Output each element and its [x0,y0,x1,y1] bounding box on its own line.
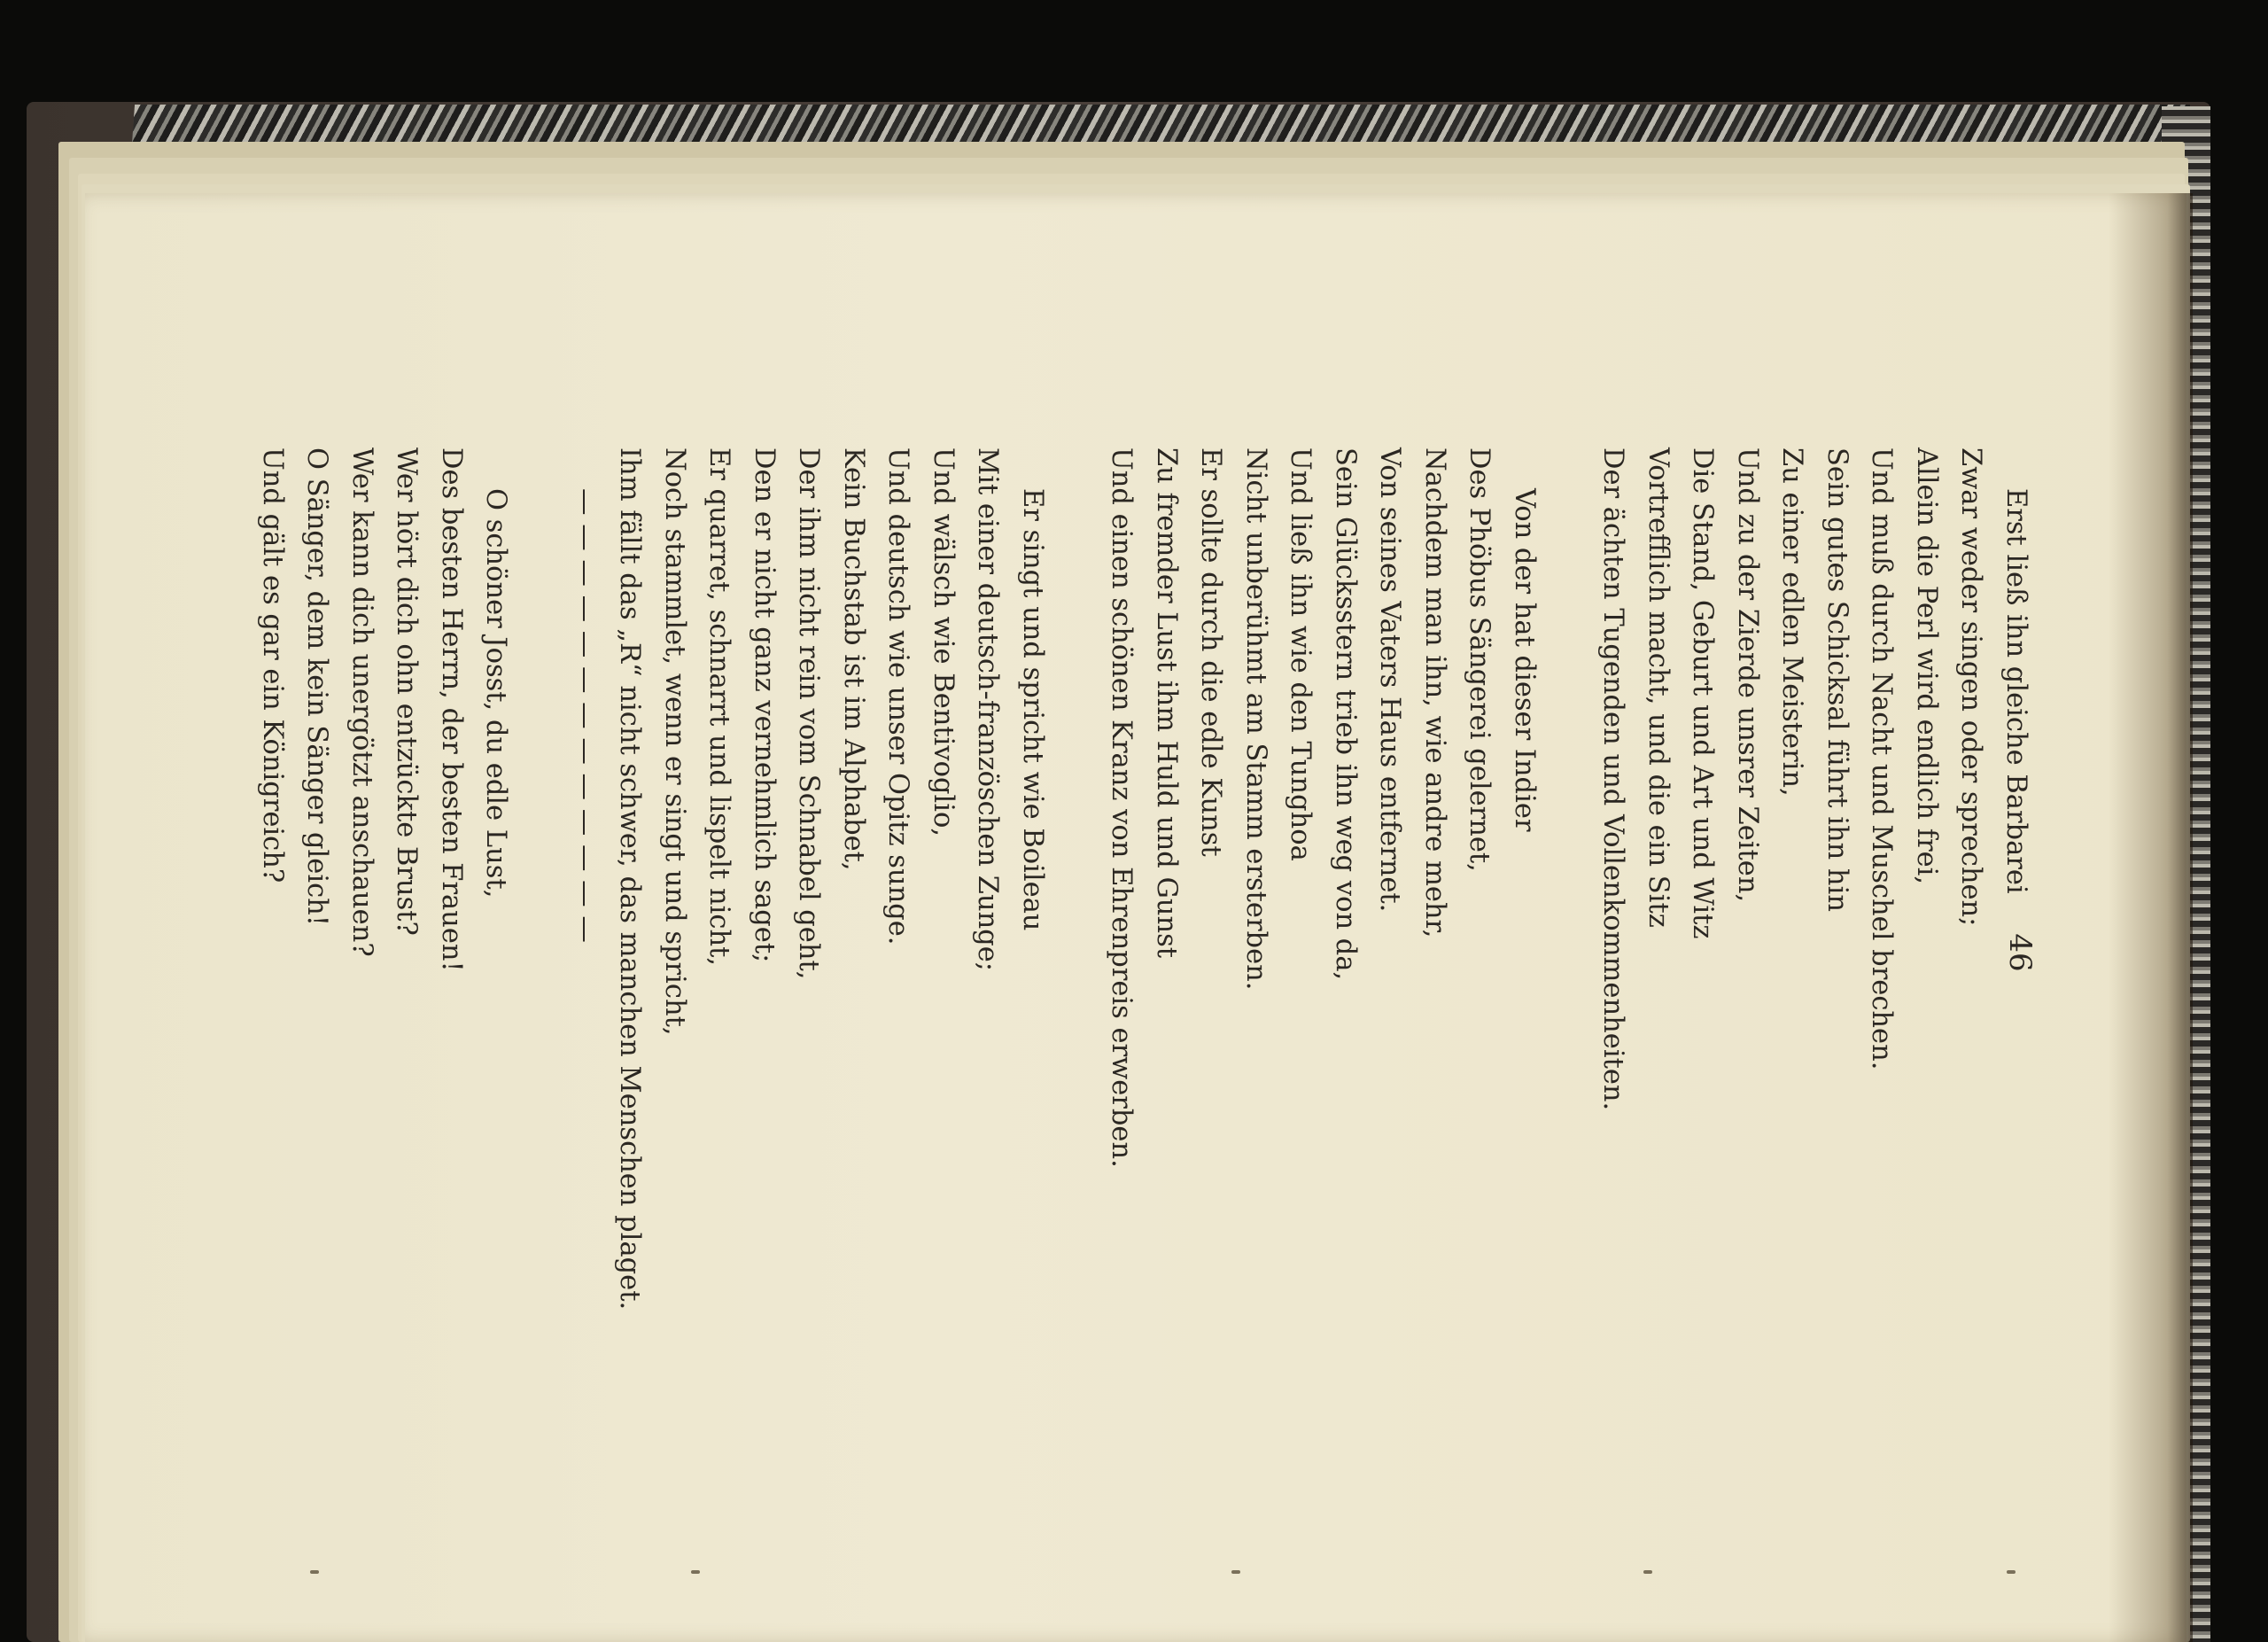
poem-line: Die Stand, Geburt und Art und Witz [1687,447,1719,939]
poem-line: O Sänger, dem kein Sänger gleich! [301,447,333,927]
stanza-gap [1054,447,1099,1533]
poem-line: Wer hört dich ohn entzückte Brust? [391,447,423,936]
poem-line: Der ihm nicht rein vom Schnabel geht, [793,447,825,980]
poem-line: Zu fremder Lust ihm Huld und Gunst [1151,447,1182,959]
poem-line: Nachdem man ihn, wie andre mehr, [1419,447,1450,938]
binding-stitch [691,1570,700,1574]
stanza-2 [1099,447,1546,1533]
poem-line: Sein Glücksstern trieb ihn weg von da, [1330,447,1361,981]
binding-stitch [310,1570,319,1574]
page-number: 46 [2002,933,2038,972]
poem-line: Zwar weder singen oder sprechen; [1955,447,1987,927]
poem-text-block [250,447,2039,1533]
poem-line: O schöner Josst, du edle Lust, [480,488,512,899]
poem-line: Und zu der Zierde unsrer Zeiten, [1732,447,1763,903]
poem-line: Kein Buchstab ist im Alphabet, [838,447,869,871]
binding-stitch [2007,1570,2016,1574]
stanza-3 [563,447,1055,1533]
stanza-4 [250,447,518,1533]
poem-line: Nicht unberühmt am Stamm ersterben. [1240,447,1271,991]
poem-line: Und wälsch wie Bentivoglio, [928,447,959,837]
binding-stitch [1231,1570,1240,1574]
poem-line: Zu einer edlen Meisterin, [1776,447,1808,797]
poem-line: Und einen schönen Kranz von Ehrenpreis erwerben. [1106,447,1138,1168]
poem-line: Allein die Perl wird endlich frei, [1911,447,1942,885]
stanza-1 [1590,447,2038,1533]
stanza-gap [518,447,563,1533]
poem-line: Des besten Herrn, der besten Frauen! [436,447,467,972]
poem-line: Und muß durch Nacht und Muschel brechen. [1866,447,1898,1070]
poem-line: Vortrefflich macht, und die ein Sitz [1643,447,1674,928]
poem-line: Und gält es gar ein Königreich? [257,447,288,883]
poem-line: Der ächten Tugenden und Vollenkommenheiten. [1597,447,1629,1111]
poem-line: Sein gutes Schicksal führt ihn hin [1821,447,1852,912]
poem-line: Ihm fällt das „R“ nicht schwer, das manchen Menschen plaget. [614,447,646,1311]
poem-line: Von der hat dieser Indier [1509,488,1540,832]
dash-separator: — — — — — — — — — — — — — [570,488,601,943]
binding-gutter-shadow [2109,193,2193,1642]
binding-stitch [1643,1570,1652,1574]
poem-line: Wer kann dich unergötzt anschauen? [346,447,377,957]
poem-line: Und deutsch wie unser Opitz sunge. [882,447,914,946]
poem-line: Des Phöbus Sängerei gelernet, [1464,447,1495,872]
poem-line: Von seines Vaters Haus entfernet. [1374,447,1406,913]
poem-line: Und ließ ihn wie den Tunghoa [1285,447,1317,861]
poem-line: Er sollte durch die edle Kunst [1195,447,1227,857]
poem-line: Er quarret, schnarrt und lispelt nicht, [703,447,735,967]
poem-line: Mit einer deutsch-französchen Zunge; [972,447,1004,972]
poem-line: Er singt und spricht wie Boileau [1017,488,1048,931]
poem-line: Noch stammlet, wenn er singt und spricht, [659,447,690,1036]
stanza-gap [1546,447,1590,1533]
poem-line: Erst ließ ihn gleiche Barbarei [2000,488,2031,894]
poem-line: Den er nicht ganz vernehmlich saget; [749,447,780,963]
